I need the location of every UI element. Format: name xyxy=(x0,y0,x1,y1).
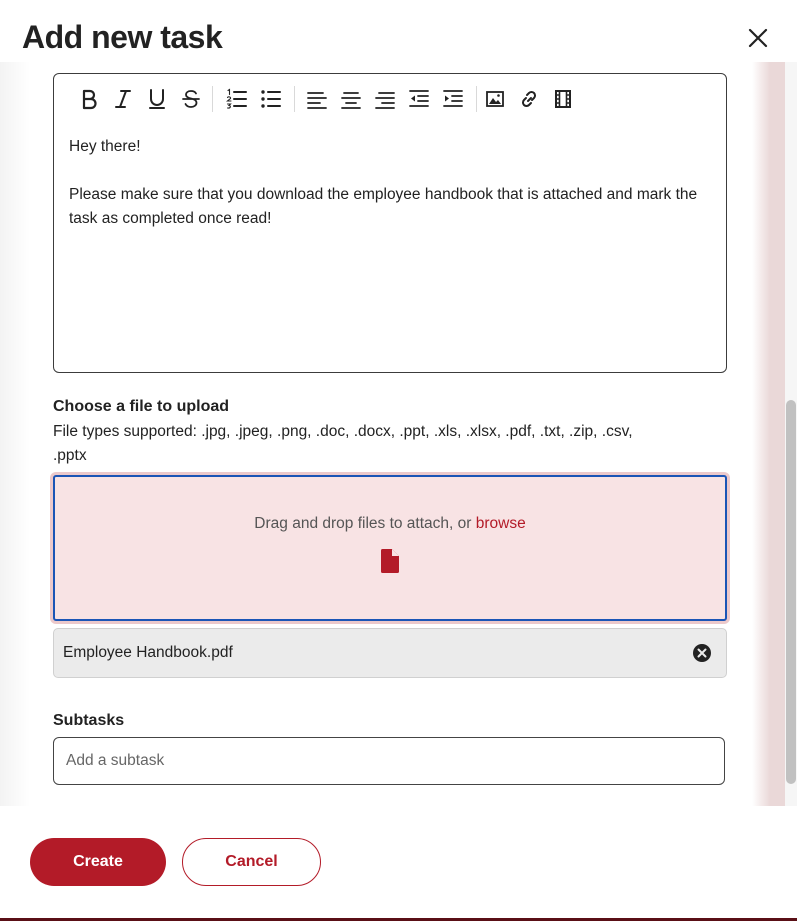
image-icon xyxy=(482,86,508,112)
insert-video-button[interactable] xyxy=(550,86,576,112)
dialog-header xyxy=(0,0,797,62)
align-right-icon xyxy=(372,86,398,112)
file-types-text: File types supported: .jpg, .jpeg, .png, .doc, .docx, .ppt, .xls, .xlsx, .pdf, .txt, .zip, .csv, .pptx xyxy=(53,423,633,464)
file-icon xyxy=(381,549,399,573)
create-button[interactable]: Create xyxy=(30,838,166,886)
indent-button[interactable] xyxy=(440,86,466,112)
bullet-list-button[interactable] xyxy=(258,86,284,112)
strikethrough-button[interactable] xyxy=(178,86,204,112)
insert-image-button[interactable] xyxy=(482,86,508,112)
bullet-list-icon xyxy=(258,86,284,112)
dropzone-text xyxy=(55,515,725,533)
link-icon xyxy=(516,86,542,112)
file-dropzone[interactable] xyxy=(53,475,727,621)
attached-file-name: Employee Handbook.pdf xyxy=(63,644,233,661)
remove-circle-icon xyxy=(692,643,712,663)
subtask-input[interactable] xyxy=(53,737,725,785)
browse-link[interactable]: browse xyxy=(475,515,526,532)
align-right-button[interactable] xyxy=(372,86,398,112)
ordered-list-button[interactable] xyxy=(224,86,250,112)
rich-text-editor[interactable] xyxy=(53,73,727,373)
dialog-title: Add new task xyxy=(22,19,223,55)
scrollbar-thumb[interactable] xyxy=(786,400,796,784)
underline-icon xyxy=(144,86,170,112)
insert-link-button[interactable] xyxy=(516,86,542,112)
dialog-footer xyxy=(0,806,797,918)
toolbar-divider xyxy=(212,86,213,112)
remove-file-button[interactable] xyxy=(692,643,712,663)
editor-paragraph: Hey there! xyxy=(69,138,141,155)
strikethrough-icon xyxy=(178,86,204,112)
editor-paragraph: Please make sure that you download the employee handbook that is attached and mark the task as completed once read! xyxy=(69,186,698,227)
cancel-button[interactable]: Cancel xyxy=(182,838,321,886)
video-icon xyxy=(550,86,576,112)
attached-file xyxy=(53,628,727,678)
dropzone-instructions: Drag and drop files to attach, or xyxy=(254,515,476,532)
italic-icon xyxy=(110,86,136,112)
underline-button[interactable] xyxy=(144,86,170,112)
outdent-button[interactable] xyxy=(406,86,432,112)
align-left-button[interactable] xyxy=(304,86,330,112)
indent-icon xyxy=(440,86,466,112)
toolbar-divider xyxy=(476,86,477,112)
align-center-icon xyxy=(338,86,364,112)
italic-button[interactable] xyxy=(110,86,136,112)
upload-label: Choose a file to upload xyxy=(53,398,230,415)
align-left-icon xyxy=(304,86,330,112)
ordered-list-icon xyxy=(224,86,250,112)
close-icon xyxy=(742,22,774,54)
bold-icon xyxy=(76,86,102,112)
editor-content[interactable] xyxy=(69,135,704,231)
close-button[interactable] xyxy=(742,22,774,54)
outdent-icon xyxy=(406,86,432,112)
toolbar-divider xyxy=(294,86,295,112)
align-center-button[interactable] xyxy=(338,86,364,112)
subtasks-label: Subtasks xyxy=(53,712,125,729)
bold-button[interactable] xyxy=(76,86,102,112)
